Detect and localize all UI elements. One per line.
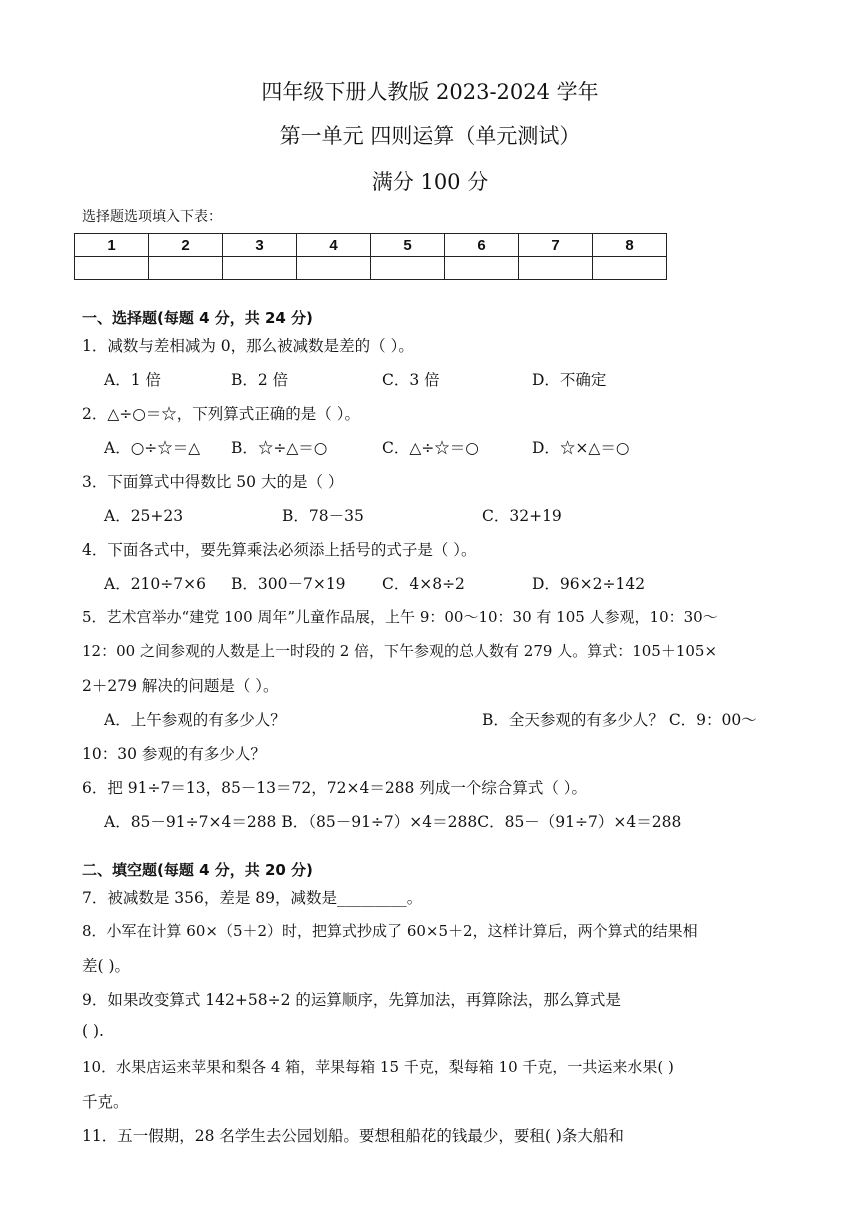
question-8-line1: 8．小军在计算 60×（5＋2）时，把算式抄成了 60×5＋2，这样计算后，两个算式的结果相 [82,922,698,940]
answer-cell[interactable] [593,257,667,280]
question-9-line1: 9．如果改变算式 142+58÷2 的运算顺序，先算加法，再算除法，那么算式是 [82,991,621,1009]
answer-table-blank-row [75,257,667,280]
question-3: 3．下面算式中得数比 50 大的是（ ） [82,473,344,491]
answer-cell[interactable] [519,257,593,280]
q4-option-b: B．300－7×19 [231,575,346,593]
q3-option-a: A．25+23 [104,507,184,525]
question-8-line2: 差( )。 [82,957,131,975]
unit-title: 第一单元 四则运算（单元测试） [279,124,581,148]
answer-cell[interactable] [445,257,519,280]
q1-option-c: C．3 倍 [382,371,440,389]
answer-col-header: 1 [75,234,149,257]
question-11: 11．五一假期，28 名学生去公园划船。要想租船花的钱最少，要租( )条大船和 [82,1127,624,1145]
question-9-line2: ( ). [82,1022,104,1040]
answer-col-header: 6 [445,234,519,257]
question-5-line1: 5．艺术宫举办“建党 100 周年”儿童作品展，上午 9：00～10：30 有 105 人参观，10：30～ [82,608,718,626]
q4-option-c: C．4×8÷2 [382,575,465,593]
page-title: 四年级下册人教版 2023-2024 学年 [261,80,599,104]
answer-cell[interactable] [297,257,371,280]
question-10-line1: 10．水果店运来苹果和梨各 4 箱，苹果每箱 15 千克，梨每箱 10 千克，一共运来水果( ) [82,1058,674,1076]
full-score: 满分 100 分 [371,170,489,194]
answer-col-header: 7 [519,234,593,257]
q5-option-b: B．全天参观的有多少人？ C．9：00～ [482,711,757,729]
section2-heading: 二、填空题(每题 4 分，共 20 分) [82,861,313,879]
question-4: 4．下面各式中，要先算乘法必须添上括号的式子是（ ）。 [82,541,477,559]
q3-option-c: C．32+19 [482,507,562,525]
question-5-line2: 12：00 之间参观的人数是上一时段的 2 倍，下午参观的总人数有 279 人。算式：105＋105× [82,642,718,660]
q5-option-c-cont: 10：30 参观的有多少人？ [82,745,266,763]
question-6: 6．把 91÷7＝13，85－13＝72，72×4＝288 列成一个综合算式（ ）。 [82,779,588,797]
answer-col-header: 4 [297,234,371,257]
answer-col-header: 5 [371,234,445,257]
q6-options: A．85－91÷7×4＝288 B．（85－91÷7）×4＝288C．85－（91÷7）×4＝288 [104,813,682,831]
q5-option-a: A．上午参观的有多少人？ [104,711,286,729]
question-10-line2: 千克。 [82,1093,129,1111]
q2-option-d: D．☆×△＝○ [532,439,630,457]
question-7: 7．被减数是 356，差是 89，减数是_________。 [82,889,423,907]
answer-col-header: 2 [149,234,223,257]
answer-cell[interactable] [223,257,297,280]
section1-heading: 一、选择题(每题 4 分，共 24 分) [82,309,313,327]
question-1: 1．减数与差相减为 0，那么被减数是差的（ ）。 [82,337,414,355]
question-2: 2．△÷○＝☆，下列算式正确的是（ ）。 [82,405,360,423]
q1-option-a: A．1 倍 [104,371,161,389]
answer-cell[interactable] [371,257,445,280]
q2-option-b: B．☆÷△＝○ [231,439,328,457]
q3-option-b: B．78－35 [282,507,364,525]
q2-option-a: A．○÷☆＝△ [104,439,201,457]
answer-col-header: 8 [593,234,667,257]
q4-option-d: D．96×2÷142 [532,575,646,593]
answer-cell[interactable] [149,257,223,280]
answer-col-header: 3 [223,234,297,257]
answer-table-intro: 选择题选项填入下表： [82,209,222,225]
q2-option-c: C．△÷☆＝○ [382,439,479,457]
q4-option-a: A．210÷7×6 [104,575,206,593]
answer-table-header-row [75,234,667,257]
q1-option-b: B．2 倍 [231,371,289,389]
answer-table [74,233,667,280]
q1-option-d: D．不确定 [532,371,607,389]
question-5-line3: 2＋279 解决的问题是（ ）。 [82,677,279,695]
answer-cell[interactable] [75,257,149,280]
